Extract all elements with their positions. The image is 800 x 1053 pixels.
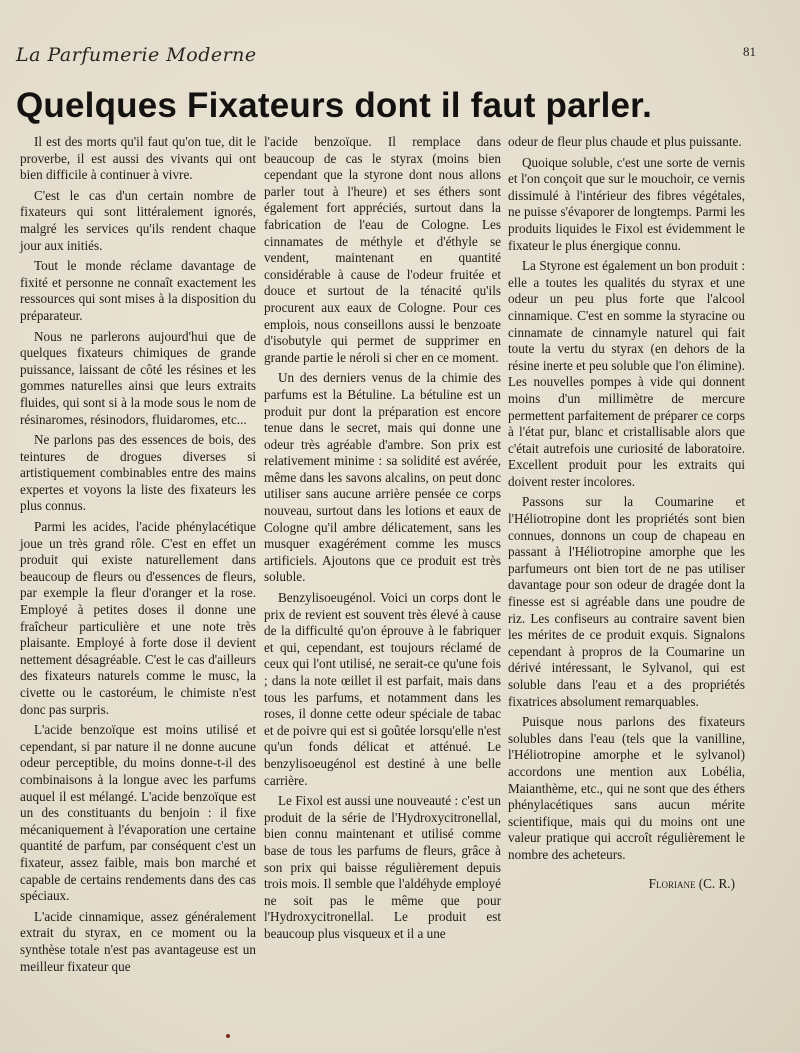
paragraph: Tout le monde réclame davantage de fixité et personne ne connaît exactement les ressources qui sont mises à la disposition du préparateur.	[20, 258, 256, 323]
paragraph: Le Fixol est aussi une nouveauté : c'est un produit de la série de l'Hydroxycitronellal, bien connu maintenant et utilisé comme base de tous les parfums de fleurs, grâce à son prix qui baisse régulièrement depuis trois mois. Il semble que l'aldéhyde employé ne soit pas le même que pour l'Hydroxycitronellal. Le produit est beaucoup plus visqueux et il a une	[264, 793, 501, 941]
article-column-2	[264, 134, 501, 947]
paragraph: Benzylisoeugénol. Voici un corps dont le prix de revient est souvent très élevé à cause de la difficulté qu'on éprouve à le fabriquer et qui, cependant, est toujours réclamé de ceux qui l'ont utilisé, ne serait-ce qu'une fois ; dans la note œillet il est parfait, mais dans tous les parfums, et notamment dans les roses, il donne cette odeur spéciale de tabac et de poivre qui est si goûtée lorsqu'elle n'est qu'un fonds délicat et atténué. Le benzylisoeugénol est destiné à une belle carrière.	[264, 590, 501, 788]
paragraph: Parmi les acides, l'acide phénylacétique joue un très grand rôle. C'est en effet un produit qui existe naturellement dans beaucoup de fleurs ou d'essences de fleurs, par exemple la fleur d'oranger et la rose. Employé à petites doses il donne une fraîcheur particulière et une note très plaisante. Employé à forte dose il devient nettement désagréable. C'est le cas d'ailleurs des fixateurs naturels comme le musc, la civette ou le castoréum, le chimiste n'est donc pas surpris.	[20, 519, 256, 717]
article-column-1	[20, 134, 256, 979]
paragraph: Un des derniers venus de la chimie des parfums est la Bétuline. La bétuline est un produit pur dont la préparation est encore tenue dans le secret, mais qui donne une odeur très agréable d'ambre. Son prix est relativement minime : sa solidité est avérée, même dans les savons alcalins, on peut donc utiliser sans aucune arrière pensée ce corps nouveau, surtout dans les lotions et eaux de Cologne qu'il ambre délicatement, sans les musquer exagérément comme les muscs artificiels. Ajoutons que ce produit est très soluble.	[264, 370, 501, 585]
paragraph: La Styrone est également un bon produit : elle a toutes les qualités du styrax et une odeur un peu plus forte que l'alcool cinnamique. C'est en somme la styracine ou cinnamate de cinnamyle naturel qui fait toute la vertu du styrax (en dehors de la résine inerte et peu soluble que l'on élimine). Les nouvelles pompes à vide qui donnent moins d'un millimètre de mercure permettent parfaitement de préparer ce corps à l'état pur, blanc et cristallisable alors que c'était autrefois une curiosité de laboratoire. Excellent produit pour les extraits qui doivent rester incolores.	[508, 258, 745, 489]
page-number: 81	[743, 44, 756, 59]
article-title: Quelques Fixateurs dont il faut parler.	[16, 86, 652, 125]
paragraph: Nous ne parlerons aujourd'hui que de quelques fixateurs chimiques de grande puissance, laissant de côté les résines et les gommes naturelles ainsi que leurs extraits fluides, qui sont si à la mode sous le nom de résinaromes, résinodors, fluidaromes, etc...	[20, 328, 256, 427]
print-mark	[226, 1034, 230, 1038]
paragraph: Passons sur la Coumarine et l'Héliotropine dont les propriétés sont bien connues, donnons un coup de chapeau en passant à l'Héliotropine amorphe que les parfumeurs ont bien tort de ne pas utiliser davantage pour son odeur de dragée dont la finesse est si agréable dans une poudre de riz. Les confiseurs au contraire savent bien les mérites de ce produit exquis. Signalons cependant à propros de la Coumarine un dérivé intéressant, le Sylvanol, qui est soluble dans l'eau et a des propriétés fixatrices absolument remarquables.	[508, 494, 745, 709]
paragraph: odeur de fleur plus chaude et plus puissante.	[508, 134, 742, 149]
paragraph: Il est des morts qu'il faut qu'on tue, dit le proverbe, il est aussi des vivants qui ont bien difficile à continuer à vivre.	[20, 134, 256, 183]
running-title: La Parfumerie Moderne	[16, 44, 257, 66]
page-header	[16, 44, 756, 74]
paragraph: Ne parlons pas des essences de bois, des teintures de drogues diverses si artistiquement combinables entre des mains expertes et voyons la liste des fixateurs les plus connus.	[20, 432, 256, 514]
paragraph: Puisque nous parlons des fixateurs solubles dans l'eau (tels que la vanilline, l'Héliotropine amorphe et le sylvanol) accordons une mention aux Lobélia, Maianthème, etc., qui ne sont que des éthers phénylacétiques sans aucun mérite scientifique, mais qui du moins ont une valeur pratique qui accroît régulièrement le nombre des acheteurs.	[508, 714, 745, 862]
paragraph: L'acide cinnamique, assez généralement extrait du styrax, en ce moment ou la synthèse totale n'est pas avantageuse est un meilleur fixateur que	[20, 908, 256, 974]
article-column-3	[508, 134, 745, 892]
paragraph: l'acide benzoïque. Il remplace dans beaucoup de cas le styrax (moins bien cependant que la styrone dont nous allons parler tout à l'heure) et ses éthers sont également fort appréciés, surtout dans la fabrication de l'eau de Cologne. Les cinnamates de méthyle et d'éthyle se vendent, maintenant en quantité considérable à cause de l'odeur fruitée et douce et surtout de la ténacité qu'ils procurent aux eaux de Cologne. Pour ces emplois, nous conseillons aussi le benzoate d'isobutyle qui permet de supprimer en grande partie le néroli si cher en ce moment.	[264, 134, 501, 365]
paragraph: C'est le cas d'un certain nombre de fixateurs qui sont littéralement ignorés, malgré les services qu'ils rendent chaque jour aux initiés.	[20, 187, 256, 253]
paragraph: Quoique soluble, c'est une sorte de vernis et l'on conçoit que sur le mouchoir, ce vernis dissimulé à l'intérieur des fibres végétales, ne puisse s'évaporer de longtemps. Parmi les produits liquides le Fixol est évidemment le fixateur le plus énergique connu.	[508, 154, 745, 253]
author-signature: Floriane (C. R.)	[648, 875, 735, 891]
paragraph: L'acide benzoïque est moins utilisé et cependant, si par nature il ne donne aucune odeur perceptible, du moins donne-t-il des combinaisons à la longue avec les parfums auquel il est mélangé. L'acide benzoïque est un des constituants du benjoin : il fixe mécaniquement à l'évaporation une certaine quantité de parfum, par conséquent c'est un fixateur, assez faible, mais bon marché et capable de certains rendements dans des cas spéciaux.	[20, 722, 256, 904]
